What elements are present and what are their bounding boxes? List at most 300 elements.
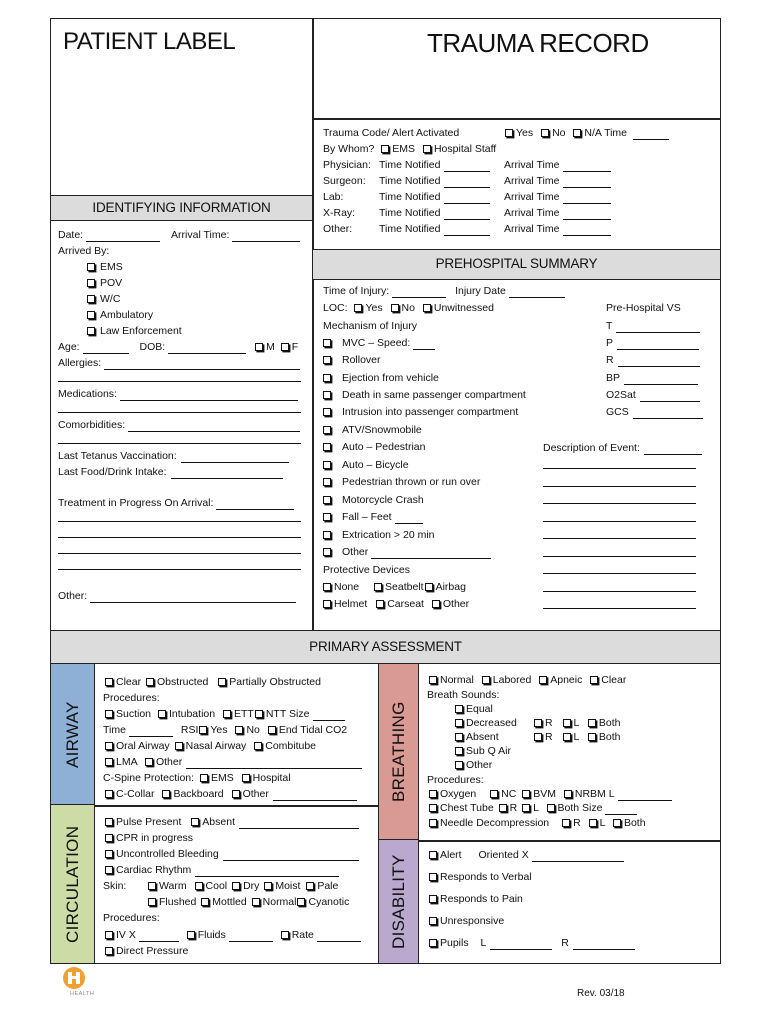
- circulation-row: [105, 848, 359, 861]
- time-notified-label: Time Notified: [379, 223, 441, 235]
- tetanus-row: [58, 450, 289, 463]
- alert-time-field[interactable]: [633, 130, 669, 140]
- unresponsive-label: Unresponsive: [440, 915, 505, 927]
- vital-field[interactable]: [618, 357, 700, 367]
- description-line[interactable]: [543, 591, 696, 592]
- allergies-field[interactable]: [104, 360, 300, 370]
- date-field[interactable]: [86, 232, 160, 242]
- arrival-row: [504, 207, 611, 220]
- arrival-time-label: Arrival Time: [504, 191, 560, 203]
- intubation-checkbox[interactable]: [158, 710, 166, 718]
- arrived-law-checkbox[interactable]: [87, 327, 95, 335]
- seatbelt-label: Seatbelt: [385, 581, 424, 593]
- mechanism-checkbox[interactable]: [323, 496, 331, 504]
- cspine-hospital-checkbox[interactable]: [242, 774, 250, 782]
- breathing-row: [455, 703, 493, 716]
- pupils-checkbox[interactable]: [429, 939, 437, 947]
- breathing-row: [534, 731, 621, 744]
- cyanotic-label: Cyanotic: [308, 896, 350, 908]
- mechanism-checkbox[interactable]: [323, 478, 331, 486]
- breathing-other-label: Other: [466, 759, 493, 771]
- description-field[interactable]: [644, 445, 702, 455]
- mechanism-item: [323, 494, 424, 507]
- chest-tube-checkbox[interactable]: [429, 804, 437, 812]
- injury-date-field[interactable]: [509, 288, 565, 298]
- iv-field[interactable]: [139, 932, 179, 942]
- fall-feet-field[interactable]: [395, 514, 423, 524]
- protective-row: [323, 598, 469, 611]
- cool-checkbox[interactable]: [195, 882, 203, 890]
- protective-heading: Protective Devices: [323, 564, 410, 576]
- revision: Rev. 03/18: [577, 988, 625, 999]
- cspine-hospital-label: Hospital: [252, 772, 291, 784]
- breathing-row: [455, 745, 511, 758]
- rhythm-label: Cardiac Rhythm: [116, 864, 192, 876]
- decreased-l-checkbox[interactable]: [563, 719, 571, 727]
- date-label: Date:: [58, 229, 84, 241]
- vital-field[interactable]: [640, 392, 700, 402]
- arrival-row: [504, 159, 611, 172]
- mvc-checkbox[interactable]: [323, 339, 331, 347]
- skin-normal-checkbox[interactable]: [252, 898, 260, 906]
- both-label: Both: [623, 817, 646, 829]
- extrication-checkbox[interactable]: [323, 531, 331, 539]
- airway-row: [103, 772, 291, 785]
- time-injury-label: Time of Injury:: [323, 285, 390, 297]
- rhythm-field[interactable]: [195, 867, 339, 877]
- mechanism-checkbox[interactable]: [323, 374, 331, 382]
- rsi-yes-checkbox[interactable]: [199, 726, 207, 734]
- rsi-no-checkbox[interactable]: [235, 726, 243, 734]
- oral-checkbox[interactable]: [105, 742, 113, 750]
- circulation-label: CIRCULATION: [63, 825, 82, 943]
- labored-checkbox[interactable]: [482, 676, 490, 684]
- dob-label: DOB:: [139, 341, 166, 353]
- prehospital-title: PREHOSPITAL SUMMARY: [435, 256, 598, 271]
- nrbm-field[interactable]: [618, 791, 672, 801]
- needle-l-checkbox[interactable]: [589, 819, 597, 827]
- treatment-line[interactable]: [58, 569, 301, 570]
- comorbidities-field[interactable]: [128, 422, 300, 432]
- normal-checkbox[interactable]: [429, 676, 437, 684]
- vital-field[interactable]: [616, 323, 700, 333]
- mechanism-item: [323, 546, 491, 559]
- time-injury-row: [323, 285, 565, 298]
- other-checkbox[interactable]: [323, 548, 331, 556]
- treatment-label: Treatment in Progress On Arrival:: [58, 497, 214, 509]
- food-label: Last Food/Drink Intake:: [58, 466, 167, 478]
- alert-yes-checkbox[interactable]: [505, 129, 513, 137]
- pain-checkbox[interactable]: [429, 895, 437, 903]
- decreased-both-checkbox[interactable]: [588, 719, 596, 727]
- etco2-checkbox[interactable]: [268, 726, 276, 734]
- description-row: [543, 442, 702, 455]
- ccollar-checkbox[interactable]: [105, 790, 113, 798]
- mvc-speed-field[interactable]: [413, 340, 435, 350]
- treatment-row: [58, 497, 294, 510]
- arrival-time-label: Arrival Time: [504, 175, 560, 187]
- airway-other2-field[interactable]: [273, 791, 357, 801]
- oxygen-checkbox[interactable]: [429, 790, 437, 798]
- time-notified-field[interactable]: [444, 210, 490, 220]
- loc-yes-checkbox[interactable]: [354, 304, 362, 312]
- airbag-checkbox[interactable]: [425, 583, 433, 591]
- other-device-checkbox[interactable]: [432, 600, 440, 608]
- airway-other-checkbox[interactable]: [145, 758, 153, 766]
- rate-checkbox[interactable]: [281, 931, 289, 939]
- mechanism-heading: Mechanism of Injury: [323, 320, 417, 332]
- time-notified-label: Time Notified: [379, 191, 441, 203]
- description-line[interactable]: [543, 556, 696, 557]
- alert-label: Alert: [440, 849, 462, 861]
- other-field[interactable]: [371, 549, 491, 559]
- alert-no-checkbox[interactable]: [541, 129, 549, 137]
- mechanism-checkbox[interactable]: [323, 391, 331, 399]
- male-checkbox[interactable]: [255, 343, 263, 351]
- role-row-other: [323, 223, 352, 236]
- none-checkbox[interactable]: [323, 583, 331, 591]
- dob-field[interactable]: [168, 344, 246, 354]
- time-notified-field[interactable]: [444, 194, 490, 204]
- vital-label: GCS: [606, 406, 629, 418]
- vital-label: R: [606, 354, 614, 366]
- rsi-yes-label: Yes: [210, 724, 228, 736]
- mechanism-item: [323, 337, 435, 350]
- mottled-checkbox[interactable]: [201, 898, 209, 906]
- allergies-label: Allergies:: [58, 357, 102, 369]
- ett-checkbox[interactable]: [223, 710, 231, 718]
- role-label: Other:: [323, 223, 353, 235]
- clear-checkbox[interactable]: [105, 678, 113, 686]
- decreased-r-checkbox[interactable]: [534, 719, 542, 727]
- mechanism-checkbox[interactable]: [323, 356, 331, 364]
- rhythm-checkbox[interactable]: [105, 866, 113, 874]
- airway-other2-checkbox[interactable]: [232, 790, 240, 798]
- arrival-time-field[interactable]: [563, 162, 611, 172]
- arrived-ambulatory-checkbox[interactable]: [87, 311, 95, 319]
- treatment-field[interactable]: [216, 500, 294, 510]
- role-label: Surgeon:: [323, 175, 366, 187]
- vital-row: [606, 320, 700, 333]
- primary-title: PRIMARY ASSESSMENT: [309, 639, 462, 654]
- arrival-time-field[interactable]: [563, 194, 611, 204]
- pulse-checkbox[interactable]: [105, 818, 113, 826]
- absent-label: Absent: [466, 731, 499, 743]
- size-field[interactable]: [605, 805, 637, 815]
- needle-r-checkbox[interactable]: [562, 819, 570, 827]
- role-row-lab: [323, 191, 343, 204]
- loc-no-checkbox[interactable]: [391, 304, 399, 312]
- subq-checkbox[interactable]: [455, 747, 463, 755]
- tetanus-label: Last Tetanus Vaccination:: [58, 450, 177, 462]
- rate-field[interactable]: [317, 932, 361, 942]
- treatment-line[interactable]: [58, 537, 301, 538]
- other-label: Other:: [58, 590, 88, 602]
- header-divider: [312, 18, 314, 630]
- mechanism-checkbox[interactable]: [323, 443, 331, 451]
- mvc-label: MVC – Speed:: [342, 337, 411, 349]
- nc-label: NC: [501, 788, 517, 800]
- time-injury-field[interactable]: [392, 288, 446, 298]
- circulation-row: [105, 945, 188, 958]
- l-label: L: [533, 802, 539, 814]
- airway-other2-label: Other: [242, 788, 269, 800]
- patient-label-title: PATIENT LABEL: [63, 28, 236, 55]
- pupil-r-field[interactable]: [573, 940, 635, 950]
- oxygen-label: Oxygen: [440, 788, 477, 800]
- vs-title: Pre-Hospital VS: [606, 302, 681, 314]
- mechanism-checkbox[interactable]: [323, 426, 331, 434]
- partial-label: Partially Obstructed: [229, 676, 321, 688]
- alert-row: [323, 127, 459, 140]
- arrival-row: [504, 191, 611, 204]
- bleeding-checkbox[interactable]: [105, 850, 113, 858]
- lma-label: LMA: [116, 756, 138, 768]
- breathing-row: [429, 674, 626, 687]
- arrival-time-field[interactable]: [563, 210, 611, 220]
- alert-options: [505, 127, 669, 140]
- allergies-line[interactable]: [58, 381, 301, 382]
- bleeding-field[interactable]: [223, 851, 359, 861]
- apneic-checkbox[interactable]: [539, 676, 547, 684]
- obstructed-checkbox[interactable]: [146, 678, 154, 686]
- role-row-physician: [323, 159, 371, 172]
- l-label: L: [573, 731, 579, 743]
- arrival-row: [504, 175, 611, 188]
- airbag-label: Airbag: [435, 581, 466, 593]
- arrived-option: [87, 325, 182, 338]
- mottled-label: Mottled: [212, 896, 247, 908]
- combitube-label: Combitube: [265, 740, 317, 752]
- oriented-label: Oriented X: [478, 849, 529, 861]
- seatbelt-checkbox[interactable]: [374, 583, 382, 591]
- cspine-label: C-Spine Protection:: [103, 772, 195, 784]
- vital-field[interactable]: [617, 340, 699, 350]
- by-hospital-label: Hospital Staff: [433, 143, 497, 155]
- cspine-ems-checkbox[interactable]: [200, 774, 208, 782]
- fluids-checkbox[interactable]: [187, 931, 195, 939]
- food-field[interactable]: [171, 469, 283, 479]
- partial-checkbox[interactable]: [218, 678, 226, 686]
- both-label: Both: [598, 717, 621, 729]
- absent-r-checkbox[interactable]: [534, 733, 542, 741]
- chest-both-checkbox[interactable]: [547, 804, 555, 812]
- bleeding-label: Uncontrolled Bleeding: [116, 848, 219, 860]
- cyanotic-checkbox[interactable]: [297, 898, 305, 906]
- cspine-ems-label: EMS: [210, 772, 234, 784]
- treatment-line[interactable]: [58, 553, 301, 554]
- treatment-line[interactable]: [58, 521, 301, 522]
- comorbidities-row: [58, 419, 300, 432]
- ntt-checkbox[interactable]: [255, 710, 263, 718]
- suction-checkbox[interactable]: [105, 710, 113, 718]
- dry-checkbox[interactable]: [232, 882, 240, 890]
- mechanism-item: [323, 459, 409, 472]
- cpr-checkbox[interactable]: [105, 834, 113, 842]
- other-field[interactable]: [90, 593, 296, 603]
- circulation-row: [105, 929, 361, 942]
- airway-other-field[interactable]: [186, 759, 362, 769]
- by-ems-checkbox[interactable]: [381, 145, 389, 153]
- needle-both-checkbox[interactable]: [613, 819, 621, 827]
- description-line[interactable]: [543, 573, 696, 574]
- oriented-field[interactable]: [532, 852, 624, 862]
- breathing-row: [429, 817, 646, 830]
- decreased-label: Decreased: [466, 717, 517, 729]
- equal-checkbox[interactable]: [455, 705, 463, 713]
- alert-na-checkbox[interactable]: [573, 129, 581, 137]
- nrbm-checkbox[interactable]: [564, 790, 572, 798]
- alert-checkbox[interactable]: [429, 851, 437, 859]
- description-line[interactable]: [543, 503, 696, 504]
- vital-row: [606, 354, 700, 367]
- medications-field[interactable]: [120, 391, 298, 401]
- pupil-l-label: L: [480, 937, 487, 949]
- l-label: L: [573, 717, 579, 729]
- carseat-checkbox[interactable]: [376, 600, 384, 608]
- pulse-absent-field[interactable]: [239, 819, 359, 829]
- airway-row: [105, 788, 357, 801]
- mechanism-label: Auto – Bicycle: [342, 459, 409, 471]
- comorbidities-label: Comorbidities:: [58, 419, 126, 431]
- age-field[interactable]: [83, 344, 129, 354]
- tetanus-field[interactable]: [181, 453, 289, 463]
- vital-field[interactable]: [624, 375, 698, 385]
- description-line[interactable]: [543, 538, 696, 539]
- breathing-row: [455, 759, 492, 772]
- role-row-xray: [323, 207, 355, 220]
- arrived-option: [87, 293, 120, 306]
- mechanism-item: [323, 372, 439, 385]
- arrived-ems-checkbox[interactable]: [87, 263, 95, 271]
- vital-row: [606, 337, 699, 350]
- arrival-time-field[interactable]: [563, 178, 611, 188]
- mechanism-checkbox[interactable]: [323, 408, 331, 416]
- absent-checkbox[interactable]: [455, 733, 463, 741]
- none-label: None: [334, 581, 360, 593]
- unresponsive-checkbox[interactable]: [429, 917, 437, 925]
- mechanism-label: Ejection from vehicle: [342, 372, 439, 384]
- comorbidities-line[interactable]: [58, 443, 301, 444]
- arrival-time-field[interactable]: [563, 226, 611, 236]
- disability-row: [429, 937, 635, 950]
- moist-checkbox[interactable]: [264, 882, 272, 890]
- dry-label: Dry: [243, 880, 260, 892]
- by-ems-label: EMS: [392, 143, 416, 155]
- verbal-checkbox[interactable]: [429, 873, 437, 881]
- needle-checkbox[interactable]: [429, 819, 437, 827]
- loc-yes-label: Yes: [365, 302, 383, 314]
- description-line[interactable]: [543, 608, 696, 609]
- option-label: Law Enforcement: [100, 325, 182, 337]
- male-label: M: [266, 341, 275, 353]
- backboard-checkbox[interactable]: [162, 790, 170, 798]
- helmet-checkbox[interactable]: [323, 600, 331, 608]
- breathing-clear-label: Clear: [601, 674, 627, 686]
- loc-unwitnessed-checkbox[interactable]: [423, 304, 431, 312]
- airway-row: [105, 756, 362, 769]
- time-field[interactable]: [129, 727, 173, 737]
- time-notified-field[interactable]: [444, 162, 490, 172]
- pale-checkbox[interactable]: [306, 882, 314, 890]
- chest-tube-label: Chest Tube: [440, 802, 494, 814]
- pupil-l-field[interactable]: [490, 940, 552, 950]
- chest-r-checkbox[interactable]: [499, 804, 507, 812]
- description-line[interactable]: [543, 486, 696, 487]
- disability-row: [429, 915, 504, 928]
- disability-label: DISABILITY: [389, 854, 408, 949]
- time-notified-field[interactable]: [444, 226, 490, 236]
- breathing-row: [429, 802, 637, 815]
- fall-checkbox[interactable]: [323, 513, 331, 521]
- medications-line[interactable]: [58, 412, 301, 413]
- pulse-label: Pulse Present: [116, 816, 182, 828]
- mechanism-item: [323, 424, 422, 437]
- verbal-label: Responds to Verbal: [440, 871, 532, 883]
- bvm-label: BVM: [533, 788, 556, 800]
- lma-checkbox[interactable]: [105, 758, 113, 766]
- arrived-pov-checkbox[interactable]: [87, 279, 95, 287]
- mechanism-item: [323, 441, 425, 454]
- breathing-other-checkbox[interactable]: [455, 761, 463, 769]
- carseat-label: Carseat: [387, 598, 424, 610]
- notify-row: [379, 191, 490, 204]
- vital-field[interactable]: [633, 409, 703, 419]
- breathing-clear-checkbox[interactable]: [590, 676, 598, 684]
- nrbm-label: NRBM L: [574, 788, 615, 800]
- other-device-label: Other: [442, 598, 470, 610]
- nasal-checkbox[interactable]: [175, 742, 183, 750]
- flushed-checkbox[interactable]: [148, 898, 156, 906]
- helmet-label: Helmet: [334, 598, 368, 610]
- absent-l-checkbox[interactable]: [563, 733, 571, 741]
- vital-label: BP: [606, 372, 621, 384]
- iv-label: IV X: [116, 929, 136, 941]
- vital-row: [606, 389, 700, 402]
- size-field[interactable]: [313, 711, 345, 721]
- combitube-checkbox[interactable]: [254, 742, 262, 750]
- absent-both-checkbox[interactable]: [588, 733, 596, 741]
- intubation-label: Intubation: [168, 708, 216, 720]
- by-hospital-checkbox[interactable]: [423, 145, 431, 153]
- alert-yes-label: Yes: [516, 127, 534, 139]
- description-line[interactable]: [543, 468, 696, 469]
- female-checkbox[interactable]: [281, 343, 289, 351]
- pale-label: Pale: [317, 880, 339, 892]
- date-row: [58, 229, 300, 242]
- arrival-time-field[interactable]: [232, 232, 300, 242]
- pressure-checkbox[interactable]: [105, 947, 113, 955]
- flushed-label: Flushed: [159, 896, 197, 908]
- decreased-checkbox[interactable]: [455, 719, 463, 727]
- nc-checkbox[interactable]: [490, 790, 498, 798]
- loc-unwitnessed-label: Unwitnessed: [433, 302, 494, 314]
- warm-checkbox[interactable]: [148, 882, 156, 890]
- normal-label: Normal: [440, 674, 474, 686]
- labored-label: Labored: [492, 674, 532, 686]
- description-line[interactable]: [543, 521, 696, 522]
- arrived-wc-checkbox[interactable]: [87, 295, 95, 303]
- time-notified-field[interactable]: [444, 178, 490, 188]
- r-label: R: [545, 731, 553, 743]
- ett-label: ETT: [234, 708, 254, 720]
- chest-l-checkbox[interactable]: [522, 804, 530, 812]
- bvm-checkbox[interactable]: [522, 790, 530, 798]
- iv-checkbox[interactable]: [105, 931, 113, 939]
- fluids-field[interactable]: [229, 932, 273, 942]
- mechanism-checkbox[interactable]: [323, 461, 331, 469]
- pulse-absent-checkbox[interactable]: [191, 818, 199, 826]
